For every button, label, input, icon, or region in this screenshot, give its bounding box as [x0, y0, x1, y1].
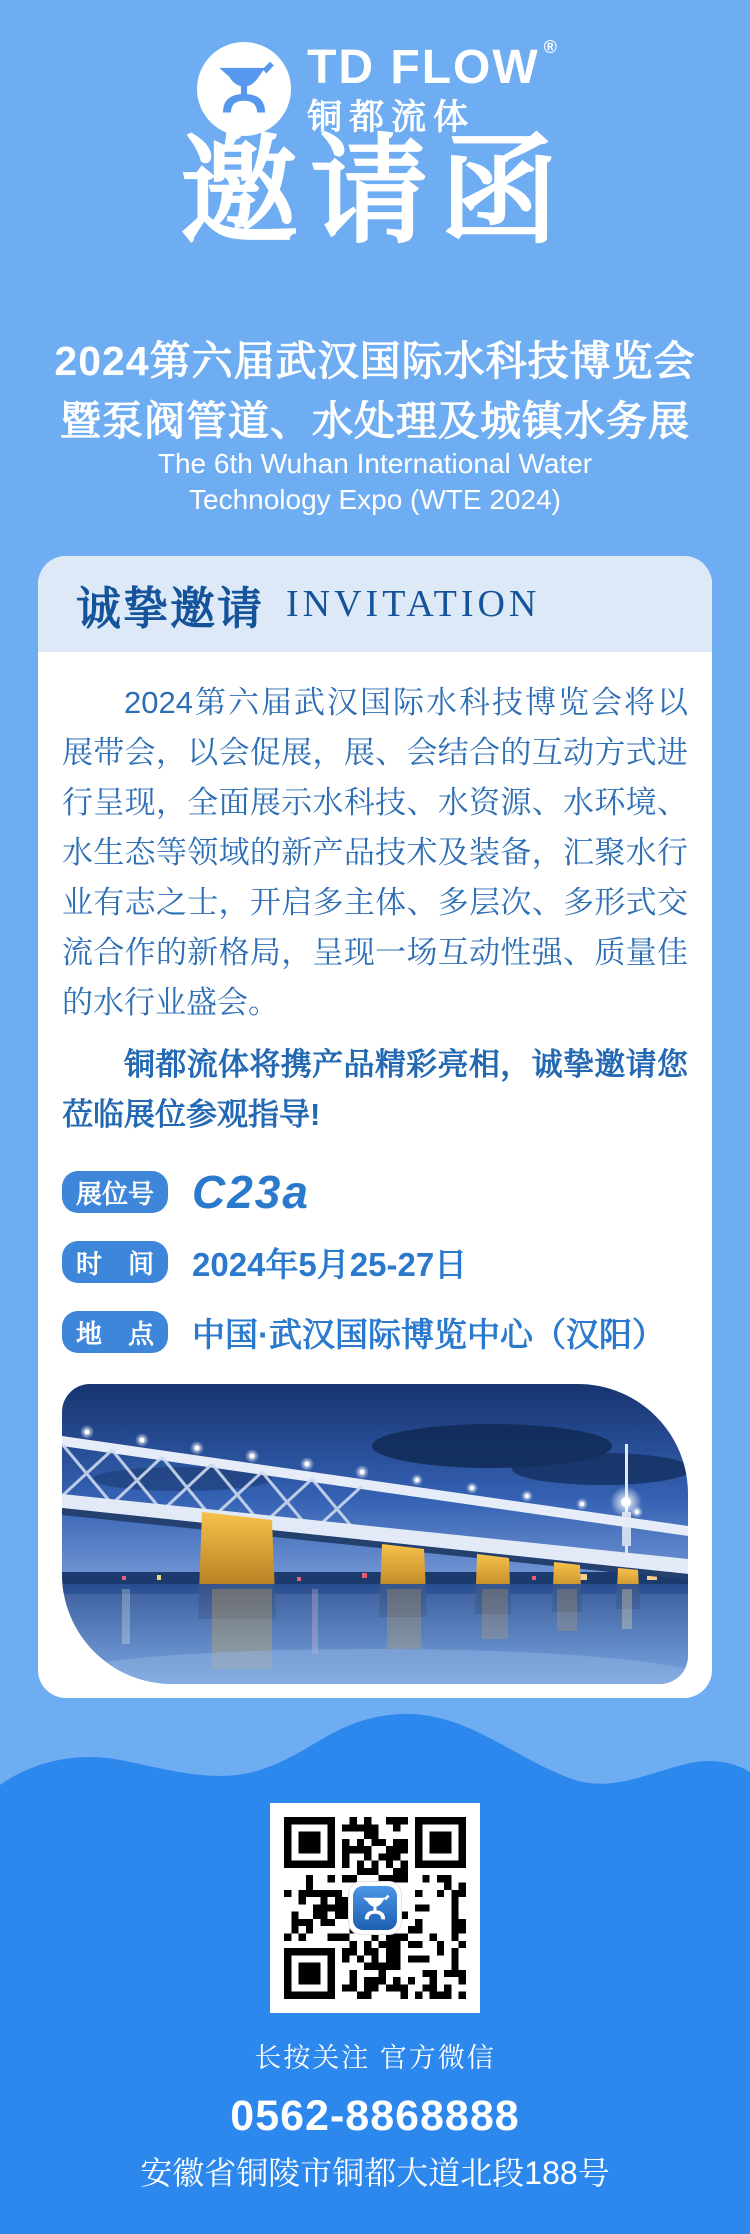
time-label-badge: 时 间	[62, 1241, 168, 1283]
invite-paragraph: 铜都流体将携产品精彩亮相，诚挚邀请您莅临展位参观指导!	[62, 1047, 688, 1132]
td-flow-logo-icon	[197, 42, 291, 136]
wechat-qr-code[interactable]	[270, 1803, 480, 2013]
invitation-card	[38, 556, 712, 1698]
card-header	[38, 556, 712, 652]
booth-row	[62, 1166, 688, 1218]
expo-title-line2: 暨泵阀管道、水处理及城镇水务展	[60, 398, 690, 444]
event-dates: 2024年5月25-27日	[192, 1245, 468, 1283]
phone-number: 0562-8868888	[230, 2092, 520, 2140]
qr-center-logo-icon	[349, 1882, 401, 1934]
location-row	[62, 1310, 688, 1354]
intro-paragraph: 2024第六届武汉国际水科技博览会将以展带会，以会促展，展、会结合的互动方式进行呈现，全面展示水科技、水资源、水环境、水生态等领域的新产品技术及装备，汇聚水行业有志之士，开启多主体、多层次、多形式交流合作的新格局，呈现一场互动性强、质量佳的水行业盛会。	[62, 685, 688, 1020]
bridge-night-photo	[62, 1384, 688, 1684]
brand-name-chinese: 铜都流体	[307, 97, 476, 137]
card-header-english: INVITATION	[286, 583, 541, 625]
expo-title-english-line2: Technology Expo (WTE 2024)	[189, 484, 561, 515]
card-body	[38, 652, 712, 1684]
expo-title-line1: 2024第六届武汉国际水科技博览会	[54, 338, 696, 384]
location-label-badge: 地 点	[62, 1311, 168, 1353]
brand-header	[0, 36, 750, 137]
event-location: 中国·武汉国际博览中心（汉阳）	[192, 1315, 665, 1353]
registered-mark: ®	[543, 36, 557, 57]
brand-name: TD FLOW	[307, 40, 540, 94]
time-row	[62, 1240, 688, 1284]
card-header-chinese: 诚挚邀请	[76, 582, 265, 634]
booth-label-badge: 展位号	[62, 1171, 168, 1213]
booth-number: C23a	[192, 1166, 310, 1218]
event-info	[62, 1166, 688, 1354]
qr-caption: 长按关注 官方微信	[254, 2043, 496, 2073]
company-address: 安徽省铜陵市铜都大道北段188号	[140, 2155, 610, 2191]
brand-text	[307, 36, 557, 137]
poster-title: 邀请函	[179, 126, 570, 258]
expo-title-english-line1: The 6th Wuhan International Water	[157, 448, 593, 479]
